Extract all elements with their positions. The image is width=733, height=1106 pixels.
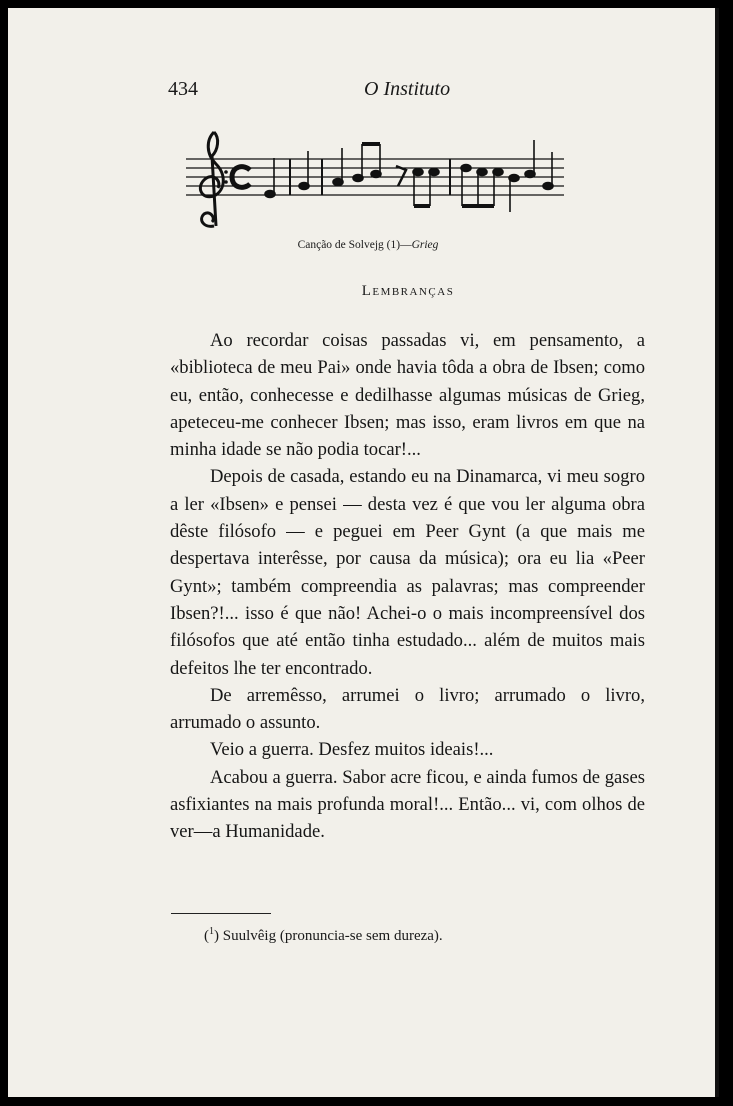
treble-clef-icon [200,132,223,226]
music-notation [186,126,566,236]
book-page [8,8,719,1097]
section-title: Lembranças [361,283,455,299]
paragraph: Acabou a guerra. Sabor acre ficou, e ainda fumos de gases asfixiantes na mais profunda moral!... Então... vi, com olhos de ver—a Humanidade. [170,766,645,843]
footnote: ($^1$) Suulvêig (pronuncia-se sem dureza). [204,926,443,944]
running-title: O Instituto [364,78,451,100]
body-text [170,327,645,846]
page-header [168,78,648,104]
caption-text: Canção de Solvejg (1)— [297,239,412,251]
page-number: 434 [168,78,198,100]
paragraph: Ao recordar coisas passadas vi, em pensamento, a «biblioteca de meu Pai» onde havia tôda a obra de Ibsen; como eu, então, conhecesse e dedilhasse algumas músicas de Grieg, apeteceu-me conhecer Ibsen; mas isso, eram livros em que na minha idade se não podia tocar!... [170,330,645,461]
rest [396,166,406,186]
footnote-text: Suulvêig (pronuncia-se sem dureza). [222,928,443,944]
footnote-rule [171,913,271,914]
paragraph: Depois de casada, estando eu na Dinamarca, vi meu sogro a ler «Ibsen» e pensei — desta vez é que vou ler alguma obra dêste filósofo — e peguei em Peer Gynt (a que mais me despertava interêsse, por causa da música); ora eu lia «Peer Gynt»; também compreendia as palavras; mas compreender Ibsen?!... isso é que não! Achei-o o mais incompreensível dos filósofos que até então tinha estudado... além de muitos mais defeitos lhe ter encontrado. [170,466,645,679]
footnote-marker: 1 [209,926,214,937]
paragraph: De arremêsso, arrumei o livro; arrumado o livro, arrumado o assunto. [170,684,645,734]
caption-composer: Grieg [411,239,439,251]
music-caption [188,239,548,251]
paragraph: Veio a guerra. Desfez muitos ideais!... [210,739,494,761]
